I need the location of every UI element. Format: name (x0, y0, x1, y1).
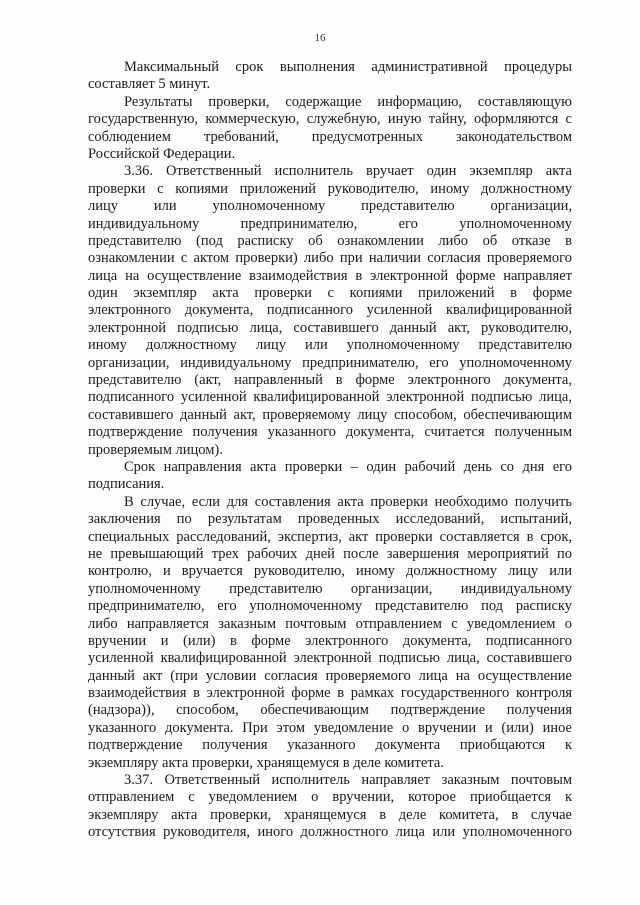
text-line: лица на осуществление взаимодействия в электронной форме направляет (88, 267, 572, 284)
text-line: (надзора)), способом, обеспечивающим подтверждение получения (88, 702, 572, 719)
document-body (88, 59, 572, 842)
text-line: подписанного усиленной квалифицированной электронной подписью лица, (88, 389, 572, 406)
text-line: либо направляется заказным почтовым отправлением с уведомлением о (88, 615, 572, 632)
text-line: усиленной квалифицированной электронной подписью лица, составившего (88, 650, 572, 667)
text-line: представителю (акт, направленный в форме электронного документа, (88, 372, 572, 389)
paragraph (88, 459, 572, 494)
text-line: лицу или уполномоченному представителю организации, (88, 198, 572, 215)
text-line: проверяемым лицом). (88, 441, 223, 458)
text-line: ознакомлении с актом проверки) либо при наличии согласия проверяемого (88, 250, 572, 267)
text-line: специальных расследований, экспертиз, акт проверки составляется в срок, (88, 528, 572, 545)
text-line: организации, индивидуальному предпринимателю, его уполномоченному (88, 354, 572, 371)
text-line: 3.36. Ответственный исполнитель вручает один экземпляр акта (124, 163, 572, 180)
text-line: электронного документа, подписанного усиленной квалифицированной (88, 302, 572, 319)
text-line: не превышающий трех рабочих дней после завершения мероприятий по (88, 545, 572, 562)
text-line: соблюдением требований, предусмотренных законодательством (88, 128, 572, 145)
text-line: представителю (под расписку об ознакомлении либо об отказе в (88, 232, 572, 249)
paragraph (88, 772, 572, 842)
text-line: Результаты проверки, содержащие информацию, составляющую (124, 93, 572, 110)
text-line: вручении и (или) в форме электронного документа, подписанного (88, 632, 572, 649)
text-line: взаимодействия в электронной форме в рамках государственного контроля (88, 685, 572, 702)
text-line: контролю, и вручается руководителю, иному должностному лицу или (88, 563, 572, 580)
text-line: заключения по результатам проведенных исследований, испытаний, (88, 511, 572, 528)
paragraph (88, 59, 572, 94)
paragraph (88, 494, 572, 772)
text-line: электронной подписью лица, составившего данный акт, руководителю, (88, 319, 572, 336)
text-line: Срок направления акта проверки – один рабочий день со дня его (124, 458, 572, 475)
text-line: Российской Федерации. (88, 145, 236, 162)
text-line: проверки с копиями приложений руководителю, иному должностному (88, 180, 572, 197)
text-line: экземпляру акта проверки, хранящемуся в деле комитета. (88, 754, 444, 771)
text-line: составившего данный акт, проверяемому лицу способом, обеспечивающим (88, 406, 572, 423)
text-line: составляет 5 минут. (88, 76, 211, 93)
paragraph (88, 163, 572, 459)
text-line: один экземпляр акта проверки с копиями приложений в форме (88, 285, 572, 302)
text-line: предпринимателю, его уполномоченному представителю под расписку (88, 598, 572, 615)
text-line: иному должностному лицу или уполномоченному представителю (88, 337, 572, 354)
text-line: подтверждение получения указанного документа приобщаются к (88, 737, 572, 754)
text-line: экземпляру акта проверки, хранящемуся в деле комитета, в случае (88, 806, 572, 823)
text-line: Максимальный срок выполнения административной процедуры (124, 59, 572, 75)
text-line: подписания. (88, 476, 165, 493)
text-line: 3.37. Ответственный исполнитель направляет заказным почтовым (124, 772, 572, 789)
text-line: подтверждение получения указанного документа, считается полученным (88, 424, 572, 441)
text-line: отсутствия руководителя, иного должностного лица или уполномоченного (88, 824, 572, 841)
text-line: указанного документа. При этом уведомление о вручении и (или) иное (88, 719, 572, 736)
text-line: отправлением с уведомлением о вручении, которое приобщается к (88, 789, 572, 806)
text-line: уполномоченному представителю организации, индивидуальному (88, 580, 572, 597)
paragraph (88, 94, 572, 164)
text-line: данный акт (при условии согласия проверяемого лица на осуществление (88, 667, 572, 684)
text-line: индивидуальному предпринимателю, его уполномоченному (88, 215, 572, 232)
text-line: государственную, коммерческую, служебную, иную тайну, оформляются с (88, 111, 572, 128)
text-line: В случае, если для составления акта проверки необходимо получить (124, 493, 572, 510)
page-number: 16 (314, 32, 326, 44)
